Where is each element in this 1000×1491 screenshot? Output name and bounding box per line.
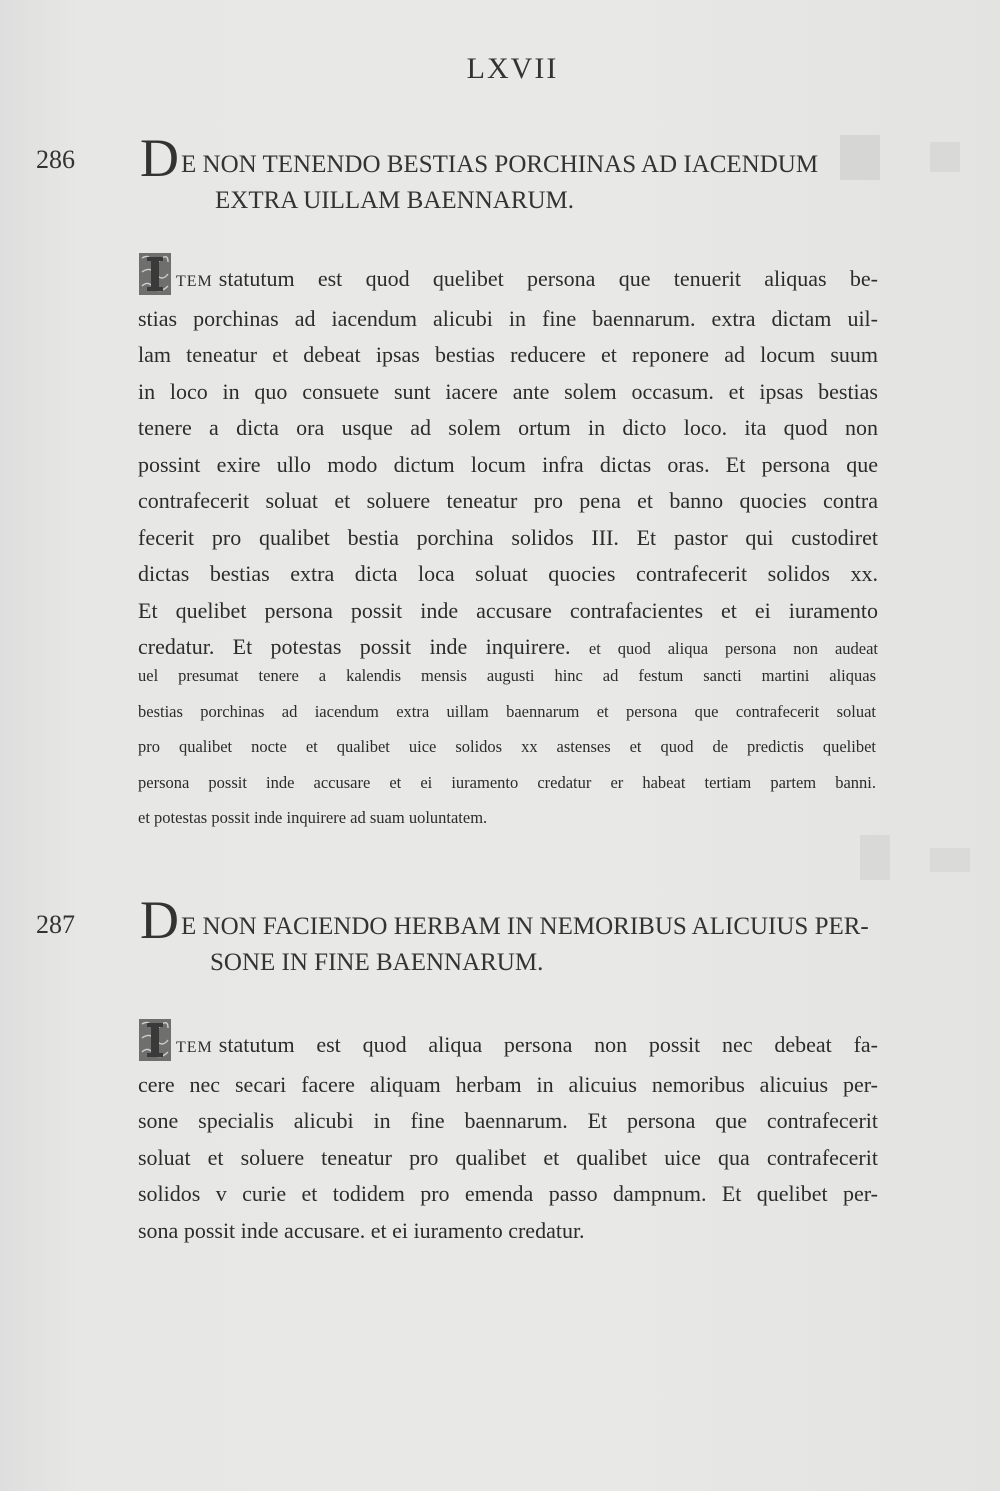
text-line: sone specialis alicubi in fine baennarum. Et persona que contrafecerit (138, 1108, 878, 1133)
text-line: in loco in quo consuete sunt iacere ante solem occasum. et ipsas bestias (138, 378, 878, 404)
small-text-line: persona possit inde accusare et ei iuramento credatur er habeat tertiam partem banni. (138, 772, 876, 792)
small-text-line: et potestas possit inde inquirere ad suam uoluntatem. (138, 808, 488, 827)
small-text-line: bestias porchinas ad iacendum extra uillam baennarum et persona que contrafecerit soluat (138, 701, 876, 721)
bleed-through-shadow-2 (860, 830, 980, 890)
text-line: possint exire ullo modo dictum locum infra dictas oras. Et persona que (138, 451, 878, 477)
text-line-content: statutum est quod aliqua persona non possit nec debeat fa- (218, 1032, 878, 1057)
chapter-title (140, 128, 880, 219)
text-line: solidos v curie et todidem pro emenda passo dampnum. Et quelibet per- (138, 1181, 878, 1206)
text-line (138, 252, 878, 301)
text-line: sona possit inde accusare. et ei iuramento credatur. (138, 1217, 585, 1243)
text-line: soluat et soluere teneatur pro qualibet et qualibet uice qua contrafecerit (138, 1144, 878, 1170)
title-line-1: E NON FACIENDO HERBAM IN NEMORIBUS ALICUIUS PER- (181, 913, 869, 940)
page-number: LXVII (466, 52, 559, 85)
chapter-number: 287 (36, 910, 75, 939)
decorated-initial-icon (138, 1018, 172, 1062)
text-line: lam teneatur et debeat ipsas bestias reducere et reponere ad locum suum (138, 342, 878, 367)
text-line: contrafecerit soluat et soluere teneatur pro pena et banno quocies contra (138, 488, 878, 513)
small-text-line: uel presumat tenere a kalendis mensis augusti hinc ad festum sancti martini aliquas (138, 666, 876, 685)
text-line: cere nec secari facere aliquam herbam in alicuius nemoribus alicuius per- (138, 1071, 878, 1097)
lead-word: TEM (176, 1039, 213, 1056)
chapter-addendum (138, 658, 876, 836)
text-line-large-part: credatur. Et potestas possit inde inquirere. (138, 634, 571, 659)
lead-word: TEM (176, 273, 213, 290)
chapter-body (138, 1018, 878, 1249)
small-text-line: pro qualibet nocte et qualibet uice solidos xx astenses et quod de predictis quelibet (138, 737, 876, 756)
title-line-2: EXTRA UILLAM BAENNARUM. (215, 187, 575, 214)
decorated-initial-icon (138, 252, 172, 296)
chapter-body (138, 252, 878, 667)
title-line-1: E NON TENENDO BESTIAS PORCHINAS AD IACENDUM (181, 151, 819, 178)
text-line: dictas bestias extra dicta loca soluat quocies contrafecerit solidos xx. (138, 561, 878, 586)
text-line: fecerit pro qualibet bestia porchina solidos III. Et pastor qui custodiret (138, 524, 878, 550)
text-line-small-part: et quod aliqua persona non audeat (588, 639, 879, 658)
chapter-title (140, 890, 880, 981)
text-line-content: statutum est quod quelibet persona que tenuerit aliquas be- (218, 266, 878, 291)
text-line (138, 1018, 878, 1067)
text-line: tenere a dicta ora usque ad solem ortum in dicto loco. ita quod non (138, 415, 878, 440)
chapter-number: 286 (36, 145, 75, 174)
text-line: stias porchinas ad iacendum alicubi in fine baennarum. extra dictam uil- (138, 305, 878, 331)
title-initial: D (140, 890, 179, 950)
text-line: Et quelibet persona possit inde accusare contrafacientes et ei iuramento (138, 597, 878, 623)
title-line-2: SONE IN FINE BAENNARUM. (210, 949, 544, 976)
title-initial: D (140, 128, 179, 188)
